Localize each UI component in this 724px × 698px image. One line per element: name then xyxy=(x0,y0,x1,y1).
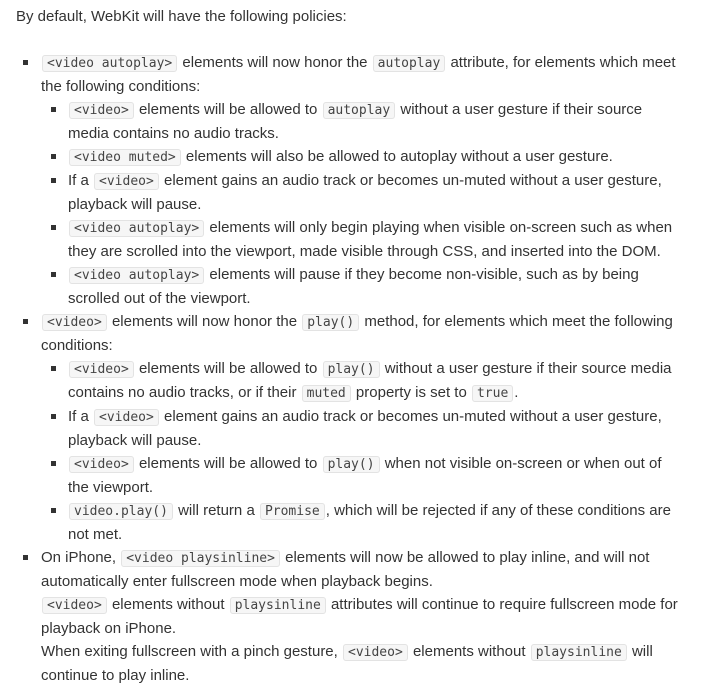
list-item xyxy=(68,169,684,216)
list-item xyxy=(68,357,684,405)
code-video: <video> xyxy=(94,173,159,190)
text: elements without xyxy=(408,643,530,660)
text: On iPhone, xyxy=(41,549,121,566)
code-promise: Promise xyxy=(260,503,325,520)
code-playsinline: playsinline xyxy=(531,644,627,661)
text: without a user gesture if their source media contains no audio tracks. xyxy=(68,101,643,142)
text: attribute, for elements which meet the following conditions: xyxy=(41,54,676,95)
code-video: <video> xyxy=(69,456,134,473)
text: method, for elements which meet the following conditions: xyxy=(41,313,673,354)
code-video-playsinline: <video playsinline> xyxy=(121,550,280,567)
code-autoplay: autoplay xyxy=(323,102,396,119)
text: element gains an audio track or becomes un-muted without a user gesture, playback will pause. xyxy=(68,172,662,213)
text: property is set to xyxy=(351,384,471,401)
text: elements will now honor the xyxy=(178,54,372,71)
intro-paragraph: By default, WebKit will have the following policies: xyxy=(16,8,347,25)
list-item xyxy=(68,499,684,546)
code-video-autoplay: <video autoplay> xyxy=(42,55,177,72)
text: , which will be rejected if any of these conditions are not met. xyxy=(68,502,671,543)
code-video: <video> xyxy=(69,102,134,119)
code-video: <video> xyxy=(42,597,107,614)
text: attributes will continue to require fullscreen mode for playback on iPhone. xyxy=(41,596,678,637)
text: elements will also be allowed to autoplay without a user gesture. xyxy=(181,148,613,165)
text: will continue to play inline. xyxy=(41,643,653,684)
list-item xyxy=(68,145,684,169)
text: elements will be allowed to xyxy=(134,101,322,118)
text: If a xyxy=(68,172,94,189)
text: When exiting fullscreen with a pinch gesture, xyxy=(41,643,342,660)
play-conditions-list xyxy=(41,357,684,546)
list-item xyxy=(68,405,684,452)
text: elements will now honor the xyxy=(107,313,302,330)
text: elements will be allowed to xyxy=(134,455,322,472)
code-video-autoplay: <video autoplay> xyxy=(69,267,204,284)
code-playsinline: playsinline xyxy=(230,597,326,614)
text: without a user gesture if their source media contains no audio tracks, or if their xyxy=(68,360,672,401)
code-video: <video> xyxy=(69,361,134,378)
text: element gains an audio track or becomes un-muted without a user gesture, playback will pause. xyxy=(68,408,662,449)
code-video-play: video.play() xyxy=(69,503,173,520)
list-item xyxy=(68,452,684,499)
code-muted: muted xyxy=(302,385,351,402)
code-play: play() xyxy=(323,456,380,473)
autoplay-conditions-list xyxy=(41,98,684,310)
code-video: <video> xyxy=(94,409,159,426)
policy-list xyxy=(16,51,684,687)
code-video: <video> xyxy=(343,644,408,661)
list-item-iphone-policy xyxy=(41,546,684,687)
code-true: true xyxy=(472,385,513,402)
text: elements will pause if they become non-visible, such as by being scrolled out of the viewport. xyxy=(68,266,639,307)
text: elements will only begin playing when visible on-screen such as when they are scrolled into the viewport, made visible through CSS, and inserted into the DOM. xyxy=(68,219,673,260)
text: If a xyxy=(68,408,94,425)
code-video: <video> xyxy=(42,314,107,331)
code-play: play() xyxy=(323,361,380,378)
text: when not visible on-screen or when out of the viewport. xyxy=(68,455,662,496)
iphone-fullscreen-paragraph xyxy=(41,593,684,640)
list-item xyxy=(68,98,684,145)
text: elements will now be allowed to play inline, and will not automatically enter fullscreen mode when playback begins. xyxy=(41,549,650,590)
text: . xyxy=(514,384,519,401)
list-item-play-policy xyxy=(41,310,684,546)
list-item-autoplay-policy xyxy=(41,51,684,310)
list-item xyxy=(68,216,684,263)
code-autoplay: autoplay xyxy=(373,55,446,72)
text: will return a xyxy=(173,502,259,519)
iphone-pinch-paragraph xyxy=(41,640,684,687)
code-video-autoplay: <video autoplay> xyxy=(69,220,204,237)
text: elements will be allowed to xyxy=(134,360,322,377)
code-video-muted: <video muted> xyxy=(69,149,181,166)
list-item xyxy=(68,263,684,310)
text: elements without xyxy=(107,596,229,613)
code-play: play() xyxy=(302,314,359,331)
